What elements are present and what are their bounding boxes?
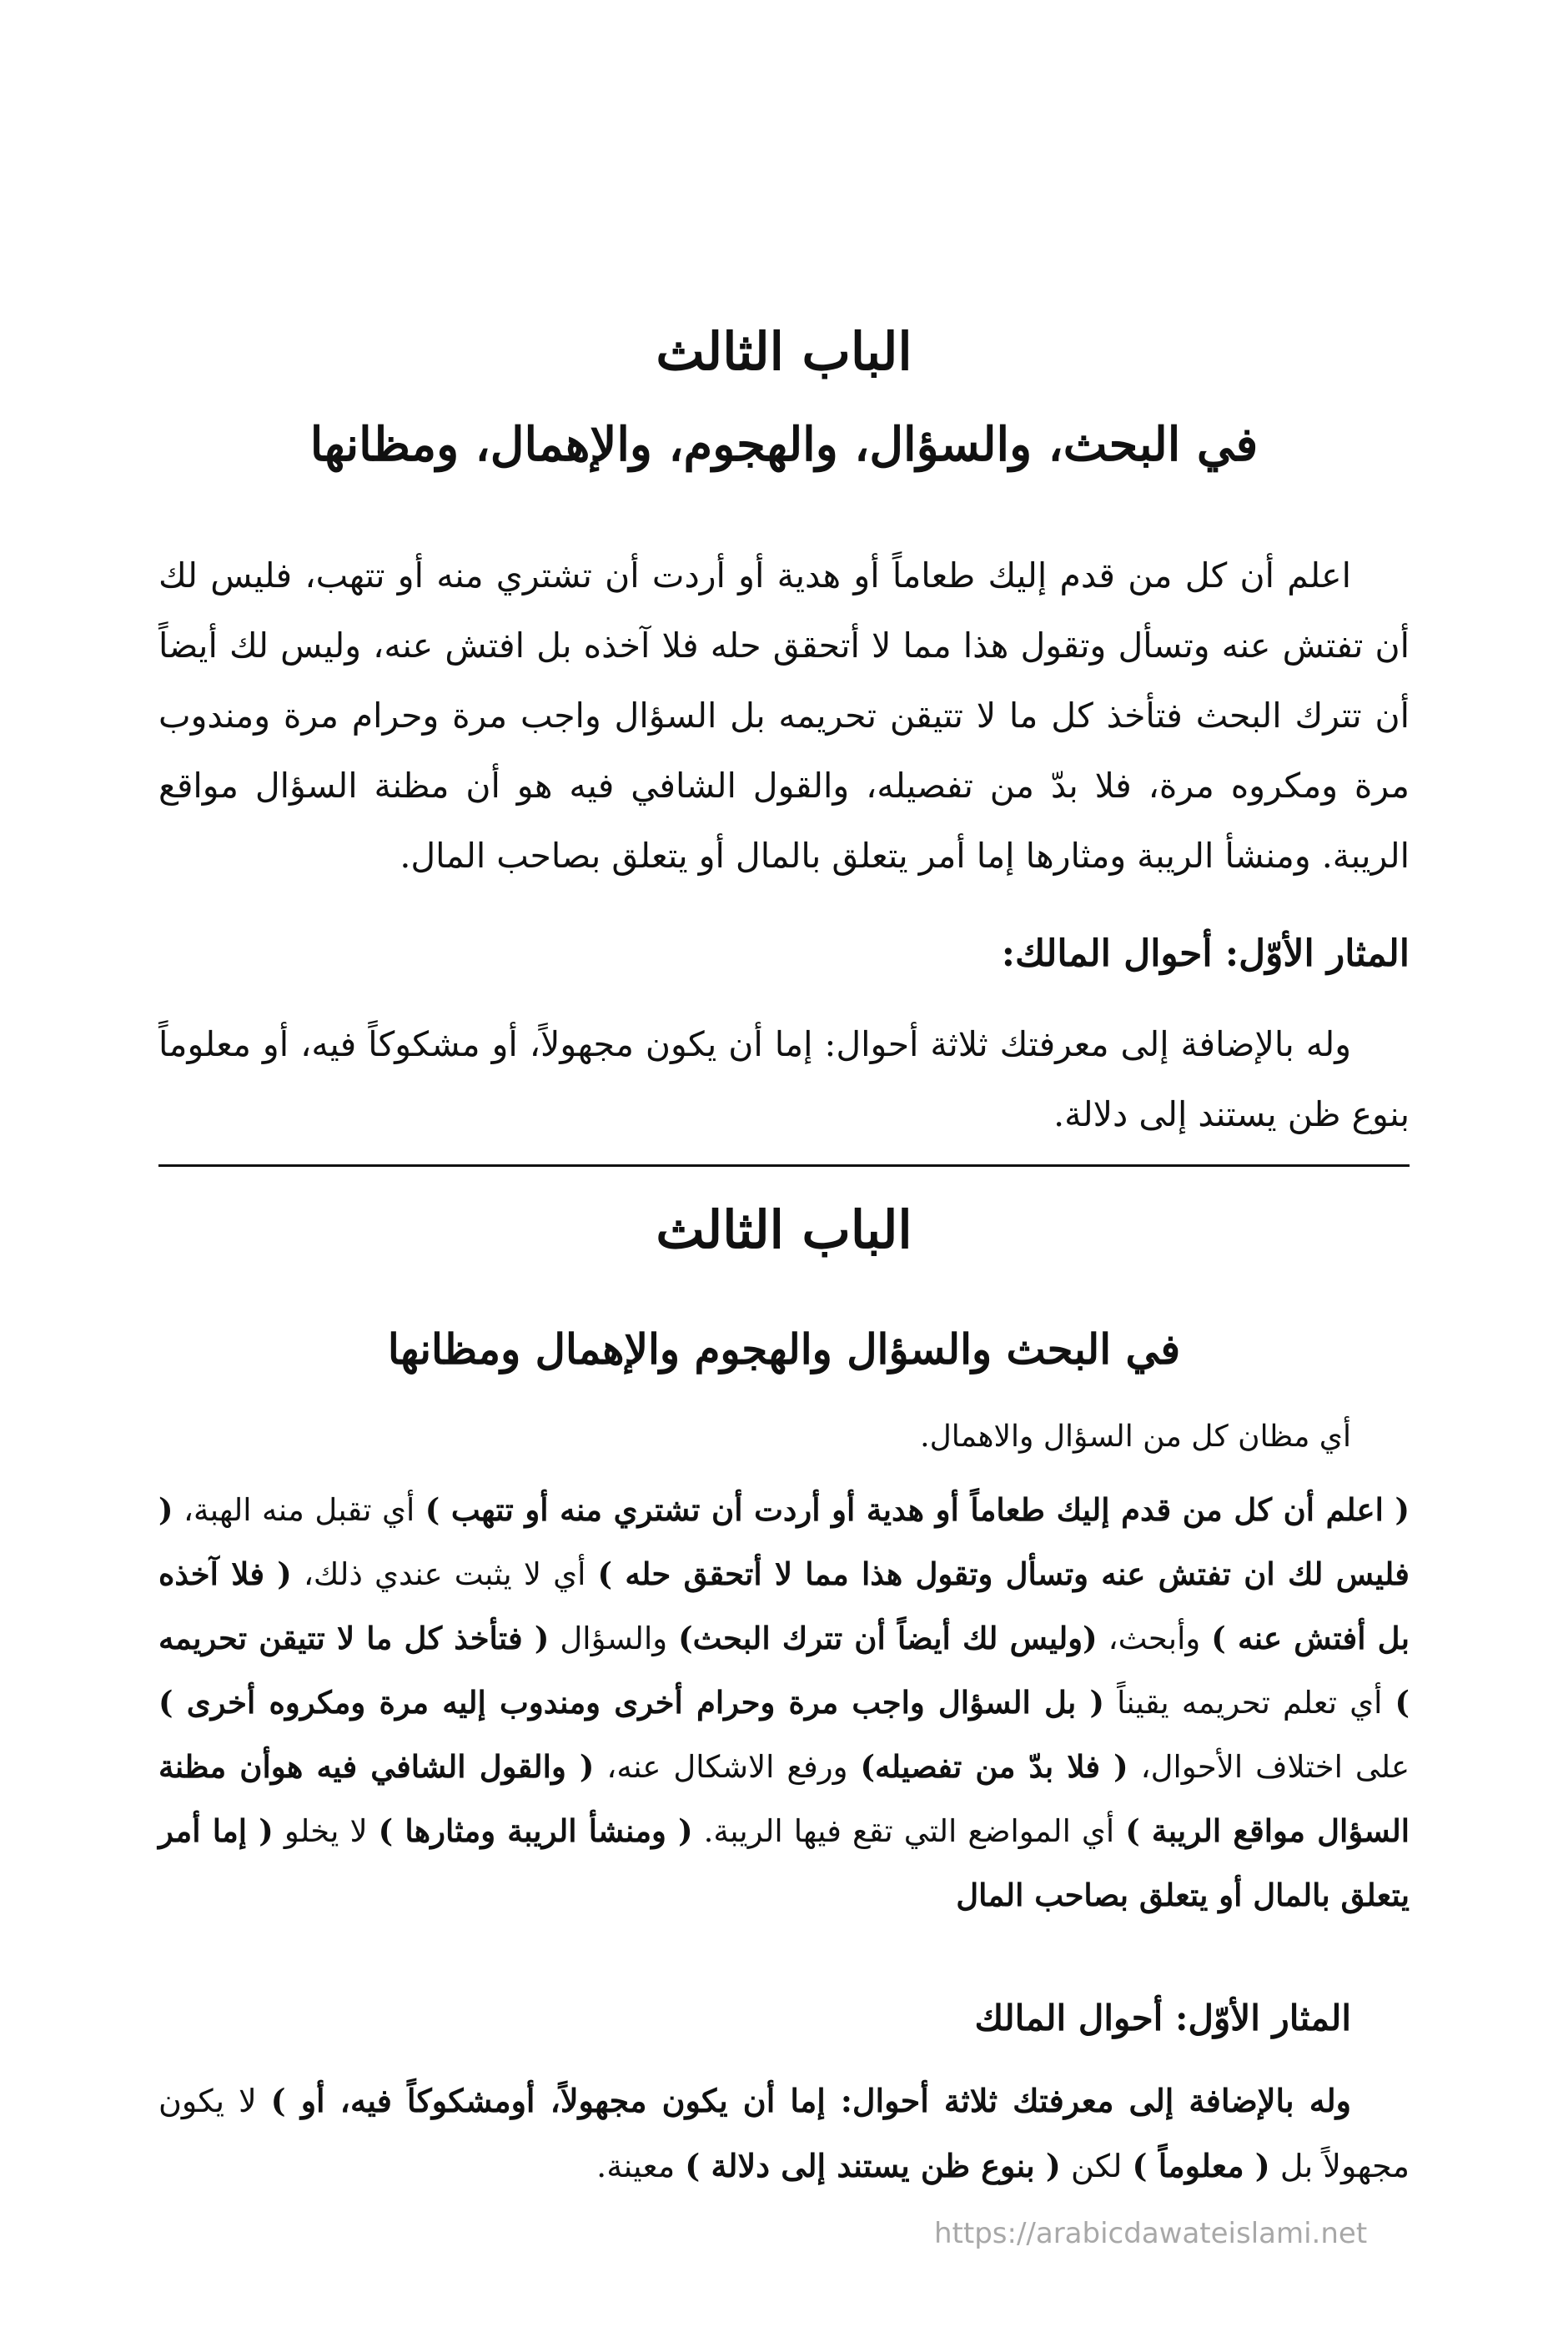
commentary-explanation-text: أي لا يثبت عندي ذلك،	[291, 1556, 598, 1592]
commentary-explanation-text: على اختلاف الأحوال،	[1128, 1749, 1410, 1785]
commentary-explanation-text: لا يخلو	[273, 1813, 379, 1849]
commentary-quoted-text: ( فتأخذ كل ما لا تتيقن تحريمه )	[158, 1620, 1410, 1721]
final-quoted-text: ( بنوع ظن يستند إلى دلالة )	[685, 2147, 1061, 2184]
commentary-intro-line: أي مظان كل من السؤال والاهمال.	[920, 1420, 1351, 1454]
commentary-quoted-text: ( إما أمر يتعلق بالمال أو يتعلق بصاحب المال	[158, 1812, 1410, 1913]
final-explanation-text: لا يكون مجهولاً بل	[158, 2083, 1410, 2184]
commentary-quoted-text: ( بل السؤال واجب مرة وحرام أخرى ومندوب إليه مرة ومكروه أخرى )	[158, 1684, 1105, 1721]
commentary-explanation-text: أي المواضع التي تقع فيها الريبة.	[692, 1813, 1126, 1849]
chapter-subtitle: في البحث، والسؤال، والهجوم، والإهمال، ومظانها	[309, 417, 1259, 472]
commentary-explanation-text: ورفع الاشكال عنه،	[594, 1749, 861, 1785]
commentary-quoted-text: ( اعلم أن كل من قدم إليك طعاماً أو هدية أو أردت أن تشتري منه أو تتهب )	[425, 1491, 1410, 1528]
commentary-quoted-text: (وليس لك أيضاً أن تترك البحث)	[678, 1620, 1098, 1656]
commentary-explanation-text: أي تعلم تحريمه يقيناً	[1104, 1685, 1395, 1721]
commentary-quoted-text: ( والقول الشافي فيه هوأن مظنة السؤال مواقع الريبة )	[158, 1748, 1410, 1849]
commentary-quoted-text: ( فلا آخذه بل أفتش عنه )	[158, 1556, 1410, 1656]
final-quoted-text: ( معلوماً )	[1132, 2147, 1270, 2184]
main-text-paragraph: اعلم أن كل من قدم إليك طعاماً أو هدية أو أردت أن تشتري منه أو تتهب، فليس لك أن تفتش عنه وتسأل وتقول هذا مما لا أتحقق حله فلا آخذه بل افتش عنه، وليس لك أيضاً أن تترك البحث فتأخذ كل ما لا تتيقن تحريمه بل السؤال واجب مرة وحرام مرة ومندوب مرة ومكروه مرة، فلا بدّ من تفصيله، والقول الشافي فيه هو أن مظنة السؤال مواقع الريبة. ومنشأ الريبة ومثارها إما أمر يتعلق بالمال أو يتعلق بصاحب المال.	[158, 555, 1410, 876]
chapter-title: الباب الثالث	[656, 321, 912, 382]
commentary-quoted-text: ( ومنشأ الريبة ومثارها )	[378, 1812, 693, 1849]
commentary-explanation-text: والسؤال	[549, 1621, 679, 1656]
commentary-final-paragraph	[158, 2068, 1410, 2199]
book-page	[158, 0, 1410, 2332]
commentary-explanation-text: أي تقبل منه الهبة،	[173, 1492, 425, 1528]
commentary-paragraph	[158, 1478, 1410, 1927]
main-text-paragraph-2: وله بالإضافة إلى معرفتك ثلاثة أحوال: إما أن يكون مجهولاً، أو مشكوكاً فيه، أو معلوماً بنوع ظن يستند إلى دلالة.	[158, 1024, 1410, 1134]
final-explanation-text: لكن	[1060, 2148, 1133, 2184]
commentary-quoted-text: ( فلا بدّ من تفصيله)	[860, 1748, 1128, 1785]
final-explanation-text: معينة.	[596, 2148, 686, 2184]
commentary-chapter-subtitle: في البحث والسؤال والهجوم والإهمال ومظانها	[387, 1324, 1181, 1374]
separator-line	[158, 1164, 1410, 1167]
final-quoted-text: وله بالإضافة إلى معرفتك ثلاثة أحوال: إما أن يكون مجهولاً، أومشكوكاً فيه، أو )	[270, 2082, 1351, 2119]
section-heading: المثار الأوّل: أحوال المالك:	[1001, 932, 1410, 975]
commentary-explanation-text: وأبحث،	[1097, 1621, 1212, 1656]
commentary-chapter-title: الباب الثالث	[656, 1199, 912, 1260]
watermark-url: https://arabicdawateislami.net	[934, 2217, 1368, 2250]
commentary-quoted-text: ( فليس لك ان تفتش عنه وتسأل وتقول هذا مما لا أتحقق حله )	[158, 1491, 1410, 1592]
commentary-section-heading: المثار الأوّل: أحوال المالك	[974, 1998, 1351, 2038]
